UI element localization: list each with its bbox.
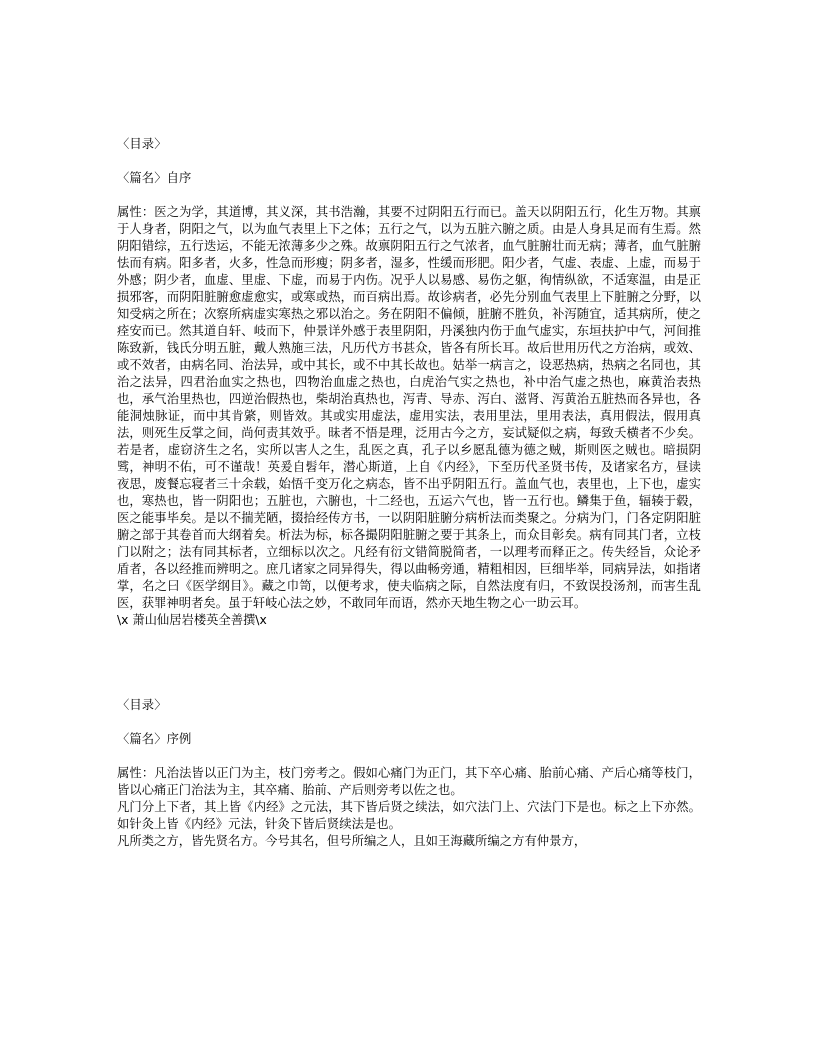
toc-marker: 〈目录〉 bbox=[117, 698, 167, 712]
chapter-marker: 〈篇名〉自序 bbox=[117, 171, 192, 185]
section-editorial-notes bbox=[117, 697, 700, 850]
toc-marker: 〈目录〉 bbox=[117, 137, 167, 151]
body-paragraph: 凡门分上下者，其上皆《内经》之元法，其下皆后贤之续法，如穴法门上、穴法门下是也。标之上下亦然。如针灸上皆《内经》元法，针灸下皆后贤续法是也。 bbox=[117, 800, 701, 831]
section-spacer bbox=[117, 629, 700, 697]
spacer bbox=[117, 748, 700, 765]
spacer bbox=[117, 153, 700, 170]
spacer bbox=[117, 714, 700, 731]
body-paragraph: 属性：医之为学，其道博，其义深，其书浩瀚，其要不过阴阳五行而已。盖天以阴阳五行，化生万物。其禀于人身者，阴阳之气，以为血气表里上下之体；五行之气，以为五脏六腑之质。由是人身具足而有生焉。然阴阳错综，五行迭运，不能无浓薄多少之殊。故禀阴阳五行之气浓者，血气脏腑壮而无病；薄者，血气脏腑怯而有病。阳多者，火多，性急而形瘦；阴多者，湿多，性缓而形肥。阳少者，气虚、表虚、上虚，而易于外感；阴少者，血虚、里虚、下虚，而易于内伤。况乎人以易感、易伤之躯，徇情纵欲，不适寒温，由是正损邪客，而阴阳脏腑愈虚愈实，或寒或热，而百病出焉。故诊病者，必先分别血气表里上下脏腑之分野，以知受病之所在；次察所病虚实寒热之邪以治之。务在阴阳不偏倾，脏腑不胜负，补泻随宜，适其病所，使之痊安而已。然其道自轩、岐而下，仲景详外感于表里阴阳，丹溪独内伤于血气虚实，东垣扶护中气，河间推陈致新，钱氏分明五脏，戴人熟施三法，凡历代方书甚众，皆各有所长耳。故后世用历代之方治病，或效、或不效者，由病名同、治法异，或中其长，或不中其长故也。姑举一病言之，设恶热病，热病之名同也，其治之法异，四君治血实之热也，四物治血虚之热也，白虎治气实之热也，补中治气虚之热也，麻黄治表热也，承气治里热也，四逆治假热也，柴胡治真热也，泻青、导赤、泻白、滋肾、泻黄治五脏热而各异也，各能洞烛脉证，而中其肯綮，则皆效。其或实用虚法，虚用实法，表用里法，里用表法，真用假法，假用真法，则死生反掌之间，尚何责其效乎。昧者不悟是理，泛用古今之方，妄试疑似之病，每致夭横者不少矣。若是者，虚窃济生之名，实所以害人之生，乱医之真，孔子以乡愿乱德为德之贼，斯则医之贼也。暗损阴骘，神明不佑，可不谨哉！英爰自髫年，潜心斯道，上自《内经》，下至历代圣贤书传，及诸家名方，昼读夜思，废餐忘寝者三十余载，始悟千变万化之病态，皆不出乎阴阳五行。盖血气也，表里也，上下也，虚实也，寒热也，皆一阴阳也；五脏也，六腑也，十二经也，五运六气也，皆一五行也。鳞集于鱼，辐辏于毂，医之能事毕矣。是以不揣芜陋，掇拾经传方书，一以阴阳脏腑分病析法而类聚之。分病为门，门各定阴阳脏腑之部于其卷首而大纲着矣。析法为标，标各撮阴阳脏腑之要于其条上，而众目彰矣。病有同其门者，立枝门以附之；法有同其标者，立细标以次之。凡经有衍文错简脱简者，一以理考而释正之。传失经旨，众论矛盾者，各以经推而辨明之。庶几诸家之同异得失，得以曲畅旁通，精粗相因，巨细毕举，同病异法，如指诸掌，名之曰《医学纲目》。藏之巾笥，以便考求，使夫临病之际，自然法度有归，不致误投汤剂，而害生乱医，获罪神明者矣。虽于轩岐心法之妙，不敢同年而语，然亦天地生物之心一助云耳。 bbox=[117, 205, 701, 610]
body-paragraph: 属性：凡治法皆以正门为主，枝门旁考之。假如心痛门为正门，其下卒心痛、胎前心痛、产后心痛等枝门，皆以心痛正门治法为主，其卒痛、胎前、产后则旁考以佐之也。 bbox=[117, 766, 701, 797]
section-preface bbox=[117, 136, 700, 629]
author-signature: \x 萧山仙居岩楼英全善撰\x bbox=[117, 613, 267, 627]
spacer bbox=[117, 187, 700, 204]
chapter-marker: 〈篇名〉序例 bbox=[117, 732, 192, 746]
body-paragraph: 凡所类之方，皆先贤名方。今号其名，但号所编之人，且如王海藏所编之方有仲景方， bbox=[117, 834, 587, 848]
